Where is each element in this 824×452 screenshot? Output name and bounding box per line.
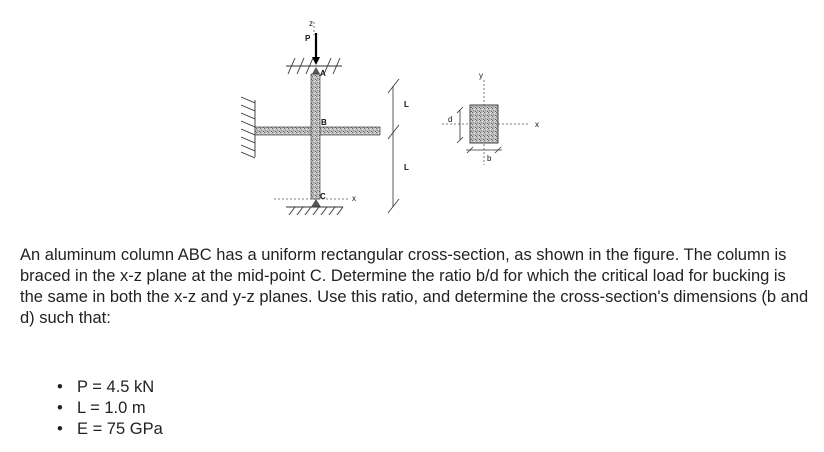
x-axis-label: x bbox=[352, 194, 356, 203]
length-bottom-label: L bbox=[404, 163, 409, 172]
section-rectangle bbox=[470, 105, 498, 143]
left-wall-hatch bbox=[241, 97, 255, 158]
given-length: • L = 1.0 m bbox=[57, 398, 163, 419]
given-load: • P = 4.5 kN bbox=[57, 377, 163, 398]
section-b-label: b bbox=[487, 154, 492, 163]
load-arrow bbox=[312, 33, 320, 65]
length-top-label: L bbox=[404, 100, 409, 109]
pin-a bbox=[312, 67, 320, 74]
length-dimension bbox=[388, 79, 399, 213]
section-x-label: x bbox=[535, 120, 539, 129]
column-abc bbox=[311, 74, 320, 199]
point-b-label: B bbox=[321, 118, 327, 127]
problem-statement: An aluminum column ABC has a uniform rectangular cross-section, as shown in the figure. The column is braced in the x-z plane at the mid-point C. Determine the ratio b/d for which the critical load for bucking is the same in both the x-z and y-z planes. Use this ratio, and determine the cross-section's dimensions (b and d) such that: bbox=[20, 246, 809, 327]
given-modulus: • E = 75 GPa bbox=[57, 419, 163, 440]
cross-section bbox=[442, 80, 530, 165]
load-label-p: P bbox=[305, 34, 311, 43]
point-a-label: A bbox=[320, 69, 326, 78]
bottom-support-hatch bbox=[286, 207, 343, 215]
z-axis-label: z bbox=[309, 19, 313, 28]
section-d-label: d bbox=[448, 115, 453, 124]
given-values-list bbox=[57, 377, 163, 440]
point-c-label: C bbox=[320, 192, 326, 201]
section-y-label: y bbox=[479, 71, 483, 80]
